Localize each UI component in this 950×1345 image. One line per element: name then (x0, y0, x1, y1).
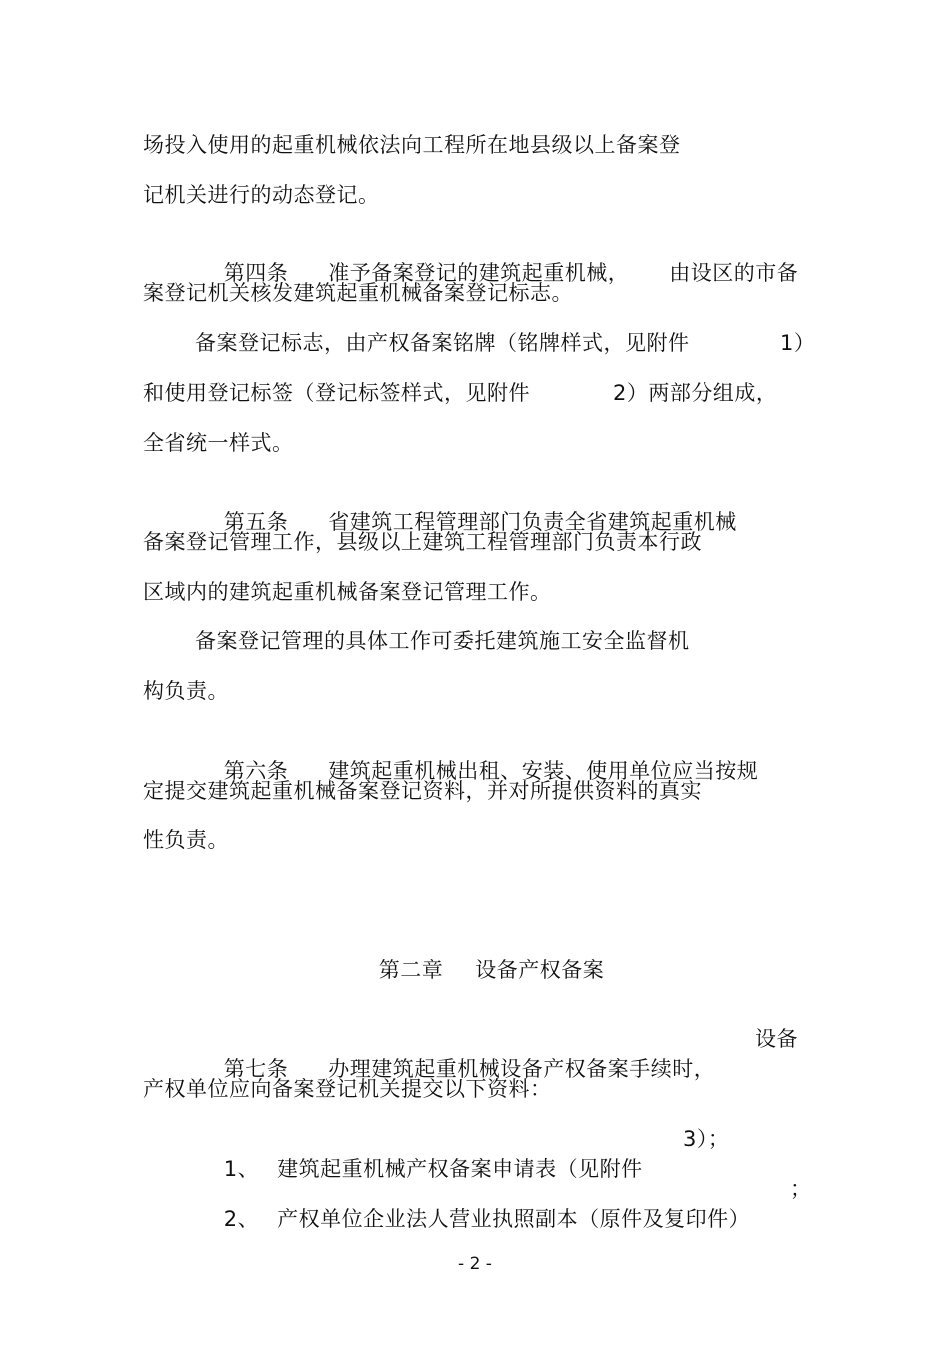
list-number: 1、 (223, 1157, 260, 1181)
text-line: 定提交建筑起重机械备案登记资料，并对所提供资料的真实 (143, 779, 702, 803)
text-line-fragment: ； (790, 1177, 812, 1201)
text-line: 区域内的建筑起重机械备案登记管理工作。 (143, 580, 552, 604)
chapter-heading (350, 925, 604, 1015)
list-number: 2、 (223, 1207, 260, 1231)
text-line: 案登记机关核发建筑起重机械备案登记标志。 (143, 281, 573, 305)
text-line: 备案登记标志，由产权备案铭牌（铭牌样式，见附件 (195, 331, 690, 355)
text-line: 产权单位应向备案登记机关提交以下资料： (143, 1077, 552, 1101)
page-number: - 2 - (458, 1254, 492, 1274)
list-item-1: 1、 建筑起重机械产权备案申请表（见附件 (195, 1124, 643, 1214)
article-5: 第五条 省建筑工程管理部门负责全省建筑起重机械 (195, 477, 737, 567)
list-item-2: 2、 产权单位企业法人营业执照副本（原件及复印件） (195, 1174, 750, 1264)
article-6: 第六条 建筑起重机械出租、安装、使用单位应当按规 (195, 726, 758, 816)
article-7: 第七条 办理建筑起重机械设备产权备案手续时， (195, 1024, 715, 1114)
text-line: 记机关进行的动态登记。 (143, 183, 380, 207)
text-line: 构负责。 (143, 679, 229, 703)
text-line-fragment: 3）； (683, 1127, 730, 1151)
text-line-fragment: 2）两部分组成， (613, 381, 778, 405)
article-number: 第七条 (223, 1057, 289, 1081)
article-number: 第六条 (223, 759, 289, 783)
text-line: 备案登记管理工作，县级以上建筑工程管理部门负责本行政 (143, 530, 702, 554)
text-line-fragment: 1） (780, 331, 816, 355)
text-line-fragment: 设备 (755, 1027, 798, 1051)
article-number: 第五条 (223, 510, 289, 534)
text-line: 全省统一样式。 (143, 431, 294, 455)
chapter-number: 第二章 (378, 958, 444, 982)
text-line: 备案登记管理的具体工作可委托建筑施工安全监督机 (195, 629, 690, 653)
text-line: 场投入使用的起重机械依法向工程所在地县级以上备案登 (143, 133, 681, 157)
chapter-title: 设备产权备案 (475, 958, 605, 982)
text-line: 和使用登记标签（登记标签样式，见附件 (143, 381, 530, 405)
text-line: 性负责。 (143, 828, 229, 852)
article-number: 第四条 (223, 261, 289, 285)
article-4: 第四条 准予备案登记的建筑起重机械， 由设区的市备 (195, 228, 798, 318)
